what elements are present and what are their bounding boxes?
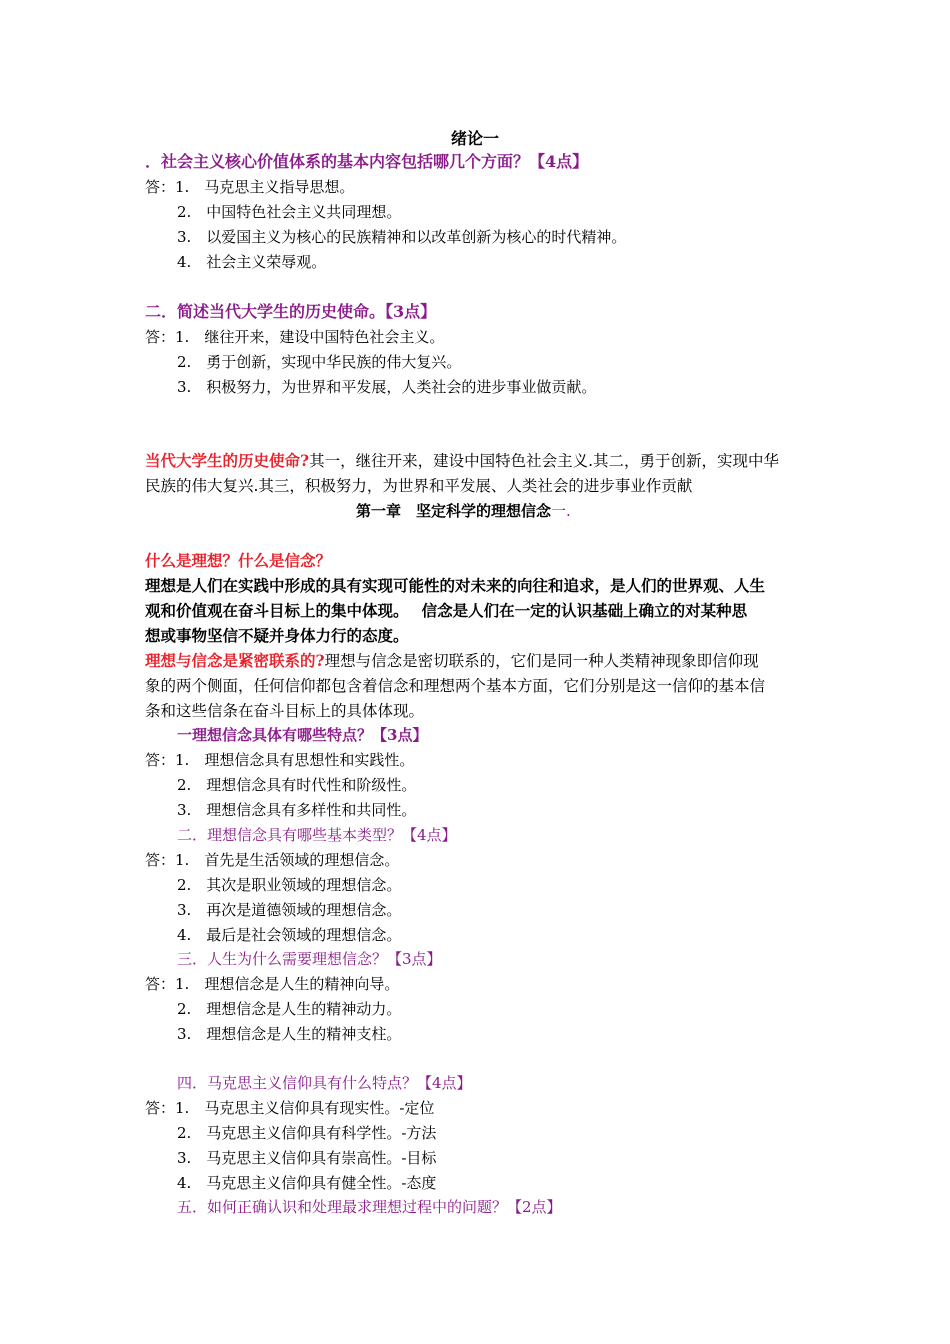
answer-item: 1. 理想信念是人生的精神向导。 bbox=[175, 975, 400, 993]
mission-line-2: 民族的伟大复兴.其三，积极努力，为世界和平发展、人类社会的进步事业作贡献 bbox=[145, 477, 693, 495]
chapter-title-text: 第一章 坚定科学的理想信念 bbox=[356, 502, 552, 520]
relation-text: 理想与信念是密切联系的，它们是同一种人类精神现象即信仰现 bbox=[324, 652, 759, 670]
answer-item: 1. 马克思主义信仰具有现实性。-定位 bbox=[175, 1099, 435, 1117]
intro-q1-answer-2: 2. 中国特色社会主义共同理想。 bbox=[177, 203, 402, 221]
ch1-q3-answer-1 bbox=[145, 973, 399, 995]
chapter-title bbox=[356, 500, 571, 522]
definition-question: 什么是理想？什么是信念？ bbox=[145, 551, 332, 570]
ch1-q4-answer-1 bbox=[145, 1097, 434, 1119]
mission-label: 当代大学生的历史使命? bbox=[145, 451, 310, 470]
ch1-q2-answer-4: 4. 最后是社会领域的理想信念。 bbox=[177, 926, 402, 944]
answer-prefix: 答： bbox=[145, 751, 176, 769]
mission-line-1 bbox=[145, 450, 779, 472]
intro-q1-question: ．社会主义核心价值体系的基本内容包括哪几个方面？【4点】 bbox=[145, 152, 589, 171]
relation-line-2: 象的两个侧面，任何信仰都包含着信念和理想两个基本方面，它们分别是这一信仰的基本信 bbox=[145, 677, 766, 695]
ch1-q2-answer-3: 3. 再次是道德领域的理想信念。 bbox=[177, 901, 402, 919]
ch1-q1-answer-2: 2. 理想信念具有时代性和阶级性。 bbox=[177, 776, 417, 794]
ch1-q4-question: 四．马克思主义信仰具有什么特点？【4点】 bbox=[177, 1074, 472, 1092]
definition-line-3: 想或事物坚信不疑并身体力行的态度。 bbox=[145, 626, 409, 645]
answer-prefix: 答： bbox=[145, 178, 176, 196]
relation-label: 理想与信念是紧密联系的? bbox=[145, 651, 325, 670]
answer-item: 1. 首先是生活领域的理想信念。 bbox=[175, 851, 400, 869]
answer-prefix: 答： bbox=[145, 1099, 176, 1117]
answer-item: 1. 继往开来，建设中国特色社会主义。 bbox=[175, 328, 445, 346]
chapter-title-suffix: 一. bbox=[551, 502, 571, 520]
relation-line-3: 条和这些信条在奋斗目标上的具体体现。 bbox=[145, 702, 425, 720]
intro-q2-answer-2: 2. 勇于创新，实现中华民族的伟大复兴。 bbox=[177, 353, 462, 371]
answer-prefix: 答： bbox=[145, 851, 176, 869]
ch1-q3-answer-2: 2. 理想信念是人生的精神动力。 bbox=[177, 1000, 402, 1018]
ch1-q4-answer-4: 4. 马克思主义信仰具有健全性。-态度 bbox=[177, 1174, 437, 1192]
ch1-q3-question: 三．人生为什么需要理想信念？【3点】 bbox=[177, 950, 442, 968]
ch1-q5-question: 五．如何正确认识和处理最求理想过程中的问题？【2点】 bbox=[177, 1198, 562, 1216]
mission-text: 其一，继往开来，建设中国特色社会主义.其二，勇于创新，实现中华 bbox=[309, 452, 780, 470]
ch1-q1-question: 一理想信念具体有哪些特点？【3点】 bbox=[177, 726, 428, 744]
intro-q2-answer-1 bbox=[145, 326, 444, 348]
intro-q2-question: 二．简述当代大学生的历史使命。【3点】 bbox=[145, 302, 437, 321]
definition-line-1: 理想是人们在实践中形成的具有实现可能性的对未来的向往和追求，是人们的世界观、人生 bbox=[145, 576, 766, 595]
ch1-q4-answer-2: 2. 马克思主义信仰具有科学性。-方法 bbox=[177, 1124, 437, 1142]
intro-title: 绪论一 bbox=[450, 129, 499, 148]
answer-item: 1. 马克思主义指导思想。 bbox=[175, 178, 355, 196]
ch1-q2-question: 二．理想信念具有哪些基本类型？【4点】 bbox=[177, 826, 457, 844]
relation-line-1 bbox=[145, 650, 759, 672]
ch1-q2-answer-2: 2. 其次是职业领域的理想信念。 bbox=[177, 876, 402, 894]
ch1-q2-answer-1 bbox=[145, 849, 399, 871]
answer-prefix: 答： bbox=[145, 328, 176, 346]
ch1-q1-answer-3: 3. 理想信念具有多样性和共同性。 bbox=[177, 801, 417, 819]
ch1-q4-answer-3: 3. 马克思主义信仰具有崇高性。-目标 bbox=[177, 1149, 437, 1167]
ch1-q1-answer-1 bbox=[145, 749, 414, 771]
intro-q1-answer-3: 3. 以爱国主义为核心的民族精神和以改革创新为核心的时代精神。 bbox=[177, 228, 627, 246]
definition-line-2: 观和价值观在奋斗目标上的集中体现。 信念是人们在一定的认识基础上确立的对某种思 bbox=[145, 601, 748, 620]
intro-q1-answer-4: 4. 社会主义荣辱观。 bbox=[177, 253, 327, 271]
ch1-q3-answer-3: 3. 理想信念是人生的精神支柱。 bbox=[177, 1025, 402, 1043]
intro-q1-answer-1 bbox=[145, 176, 354, 198]
answer-prefix: 答： bbox=[145, 975, 176, 993]
intro-q2-answer-3: 3. 积极努力，为世界和平发展，人类社会的进步事业做贡献。 bbox=[177, 378, 597, 396]
answer-item: 1. 理想信念具有思想性和实践性。 bbox=[175, 751, 415, 769]
